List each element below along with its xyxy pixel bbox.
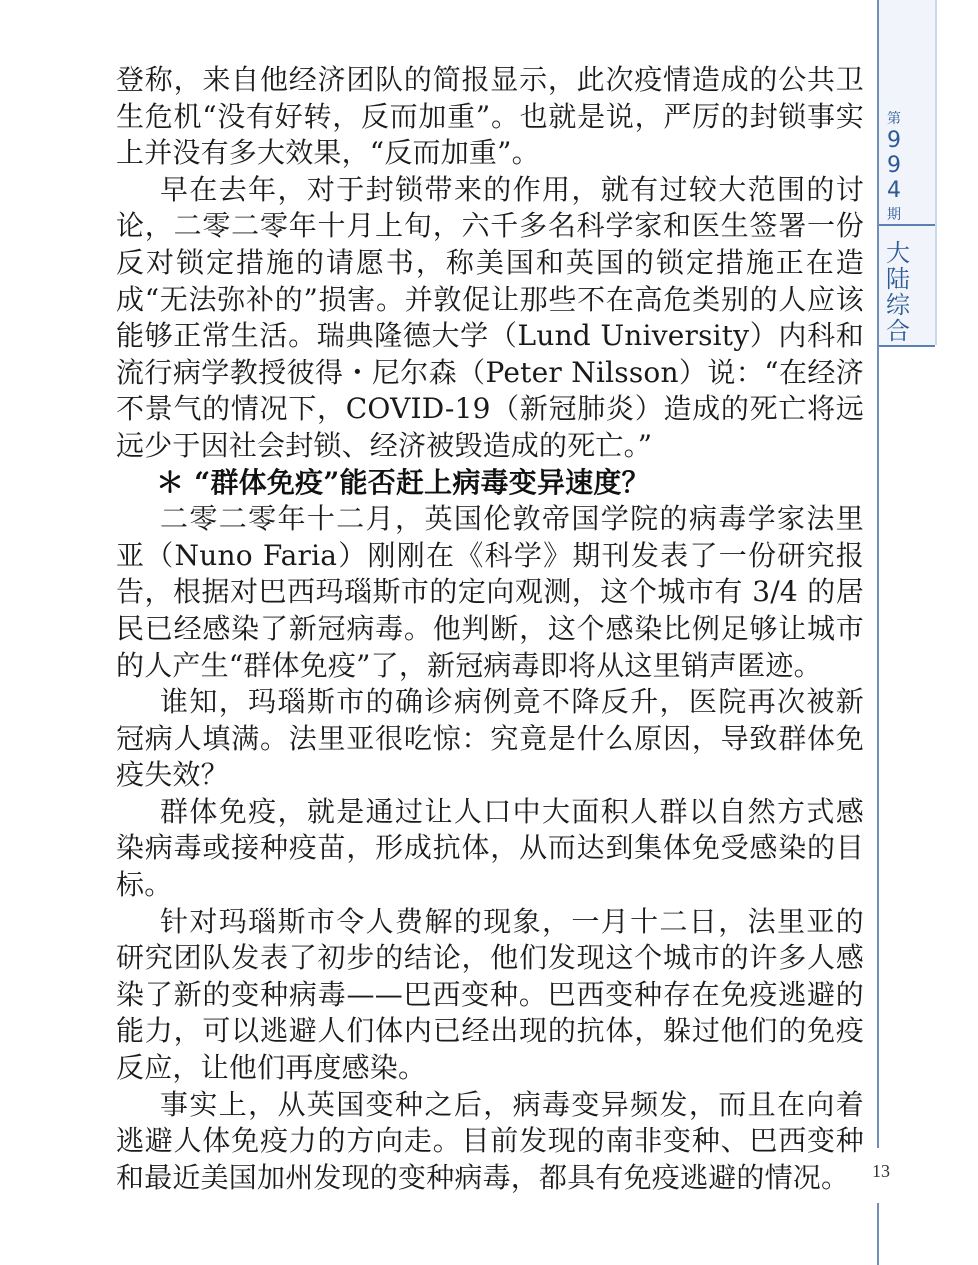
paragraph-variant-escape: 事实上，从英国变种之后，病毒变异频发，而且在向着逃避人体免疫力的方向走。目前发现的南非变种、巴西变种和最近美国加州发现的变种病毒，都具有免疫逃避的情况。 (116, 1087, 864, 1194)
sidebar-vertical-rule (877, 0, 879, 1148)
sidebar-vertical-rule (877, 1203, 879, 1265)
page-number: 13 (872, 1161, 890, 1181)
sidebar (877, 0, 935, 1265)
paragraph-manaus-study: 二零二零年十二月，英国伦敦帝国学院的病毒学家法里亚（Nuno Faria）刚刚在《科学》期刊发表了一份研究报告，根据对巴西玛瑙斯市的定向观测，这个城市有 3/4 的居民已经感染了新冠病毒。他判断，这个感染比例足够让城市的人产生“群体免疫”了，新冠病毒即将从这里销声匿迹。 (116, 502, 864, 682)
issue-suffix: 期 (887, 207, 901, 223)
sidebar-tab (879, 0, 937, 345)
issue-digit: 4 (887, 178, 901, 203)
issue-digit: 9 (887, 153, 901, 178)
issue-prefix: 第 (887, 111, 901, 127)
paragraph-herd-immunity-definition: 群体免疫，就是通过让人口中大面积人群以自然方式感染病毒或接种疫苗，形成抗体，从而达到集体免受感染的目标。 (116, 794, 864, 902)
section-label: 大陆综合 (886, 239, 910, 345)
paragraph-brazil-variant: 针对玛瑙斯市令人费解的现象，一月十二日，法里亚的研究团队发表了初步的结论，他们发现这个城市的许多人感染了新的变种病毒——巴西变种。巴西变种存在免疫逃避的能力，可以逃避人们体内已经出现的抗体，躲过他们的免疫反应，让他们再度感染。 (116, 904, 864, 1085)
section-heading: ＊ “群体免疫”能否赶上病毒变异速度？ (156, 465, 650, 499)
article-body (116, 62, 864, 1196)
issue-digit: 9 (887, 128, 901, 153)
paragraph-lockdown-debate: 早在去年，对于封锁带来的作用，就有过较大范围的讨论，二零二零年十月上旬，六千多名科学家和医生签署一份反对锁定措施的请愿书，称美国和英国的锁定措施正在造成“无法弥补的”损害。并敦促让那些不在高危类别的人应该能够正常生活。瑞典隆德大学（Lund University）内科和流行病学教授彼得・尼尔森（Peter Nilsson）说：“在经济不景气的情况下，COVID-19（新冠肺炎）造成的死亡将远远少于因社会封锁、经济被毁造成的死亡。” (116, 172, 864, 462)
paragraph-continued: 登称，来自他经济团队的简报显示，此次疫情造成的公共卫生危机“没有好转，反而加重”。也就是说，严厉的封锁事实上并没有多大效果，“反而加重”。 (116, 63, 864, 170)
paragraph-cases-rise: 谁知，玛瑙斯市的确诊病例竟不降反升，医院再次被新冠病人填满。法里亚很吃惊：究竟是什么原因，导致群体免疫失效？ (116, 685, 864, 792)
sidebar-divider (877, 345, 935, 347)
sidebar-divider (877, 224, 935, 226)
